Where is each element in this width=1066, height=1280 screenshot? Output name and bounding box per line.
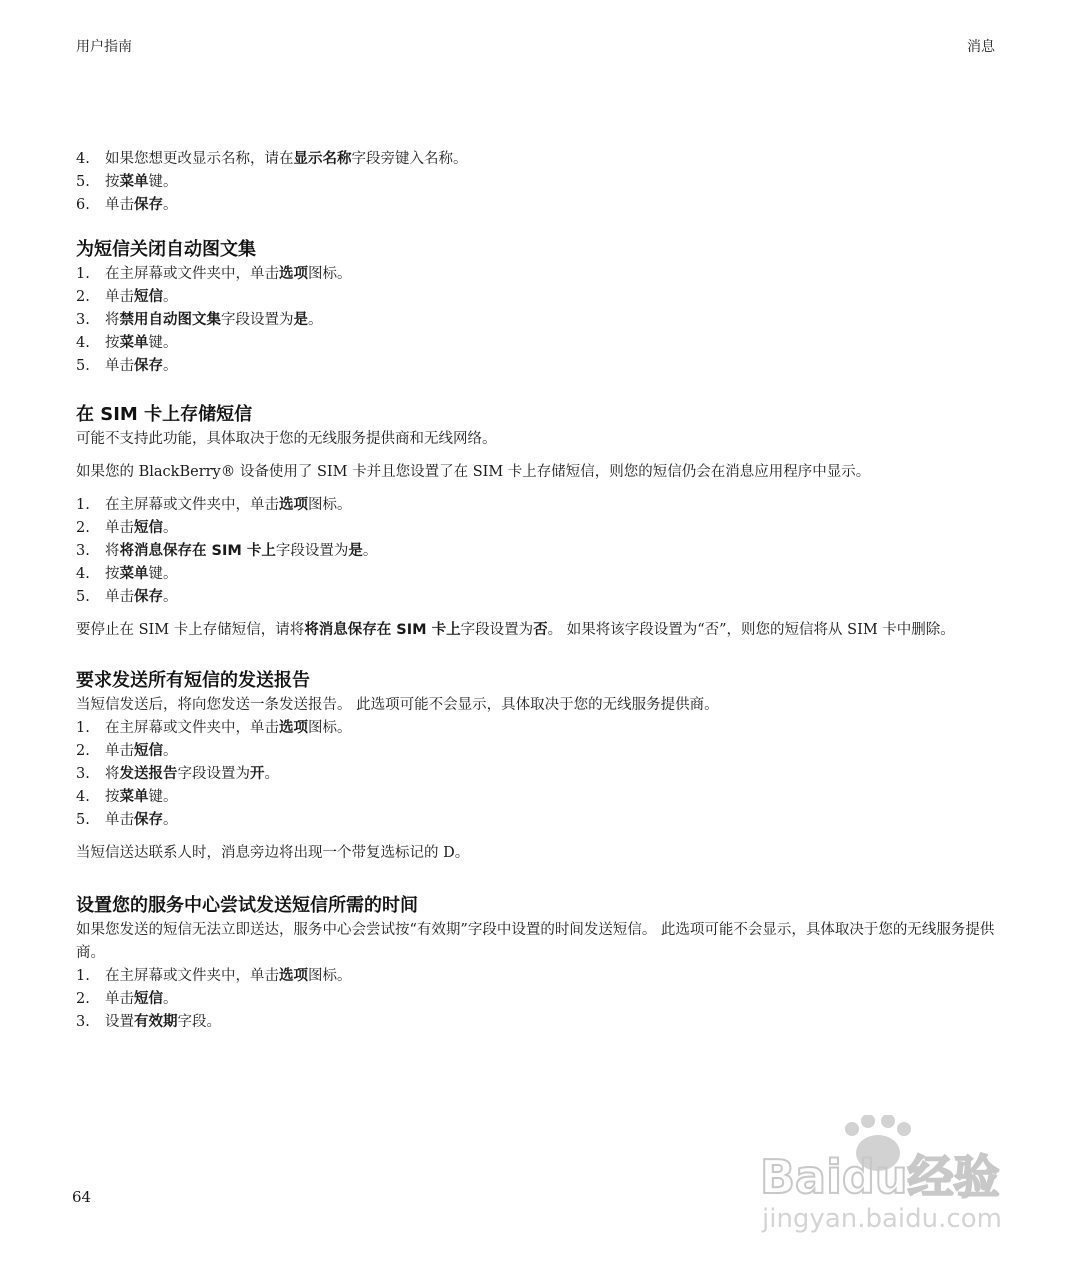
text-run: 单击 — [105, 197, 134, 213]
paragraph — [76, 694, 996, 717]
steps-list — [76, 965, 996, 1034]
paragraph — [76, 428, 996, 451]
text-run: 按 — [105, 335, 120, 351]
step-number: 4. — [76, 335, 90, 351]
bold-term: 短信 — [134, 991, 163, 1007]
bold-term: 是 — [348, 543, 363, 559]
text-run: 将 — [105, 312, 120, 328]
step-number: 4. — [76, 151, 90, 167]
text-run: 设置 — [105, 1014, 134, 1030]
text-run: 按 — [105, 174, 120, 190]
text-run: 键。 — [148, 174, 178, 190]
list-item — [76, 194, 996, 217]
text-run: 字段旁键入名称。 — [351, 151, 468, 167]
text-run: 将 — [105, 543, 120, 559]
bold-term: 将消息保存在 SIM 卡上 — [304, 622, 461, 638]
text-run: 单击 — [105, 289, 134, 305]
bold-term: 保存 — [134, 812, 163, 828]
list-item — [76, 717, 996, 740]
list-item — [76, 148, 996, 171]
bold-term: 禁用自动图文集 — [119, 312, 221, 328]
text-run: 图标。 — [308, 266, 352, 282]
step-number: 5. — [76, 589, 90, 605]
bold-term: 保存 — [134, 589, 163, 605]
section-title: 设置您的服务中心尝试发送短信所需的时间 — [76, 895, 418, 916]
text-run: 。 — [264, 766, 279, 782]
text-run: 。 — [163, 289, 178, 305]
step-number: 6. — [76, 197, 90, 213]
section-note — [76, 842, 996, 865]
step-number: 2. — [76, 743, 90, 759]
step-number: 4. — [76, 789, 90, 805]
text-run: 。 — [163, 812, 178, 828]
text-run: 单击 — [105, 991, 134, 1007]
text-run: 键。 — [148, 789, 178, 805]
section-intro — [76, 428, 996, 484]
text-run: 。 — [163, 520, 178, 536]
text-run: 当短信送达联系人时，消息旁边将出现一个带复选标记的 D。 — [76, 845, 470, 861]
steps-list — [76, 717, 996, 832]
bold-term: 短信 — [134, 520, 163, 536]
text-run: 在主屏幕或文件夹中，单击 — [105, 266, 279, 282]
text-run: 图标。 — [308, 968, 352, 984]
text-run: 在主屏幕或文件夹中，单击 — [105, 720, 279, 736]
step-number: 3. — [76, 543, 90, 559]
text-run: 在主屏幕或文件夹中，单击 — [105, 497, 279, 513]
list-item — [76, 586, 996, 609]
step-number: 1. — [76, 720, 90, 736]
text-run: 图标。 — [308, 720, 352, 736]
bold-term: 选项 — [279, 266, 308, 282]
section — [76, 668, 996, 865]
section — [76, 402, 996, 642]
page-number: 64 — [72, 1188, 92, 1206]
list-item — [76, 988, 996, 1011]
list-item — [76, 332, 996, 355]
text-run: 可能不支持此功能，具体取决于您的无线服务提供商和无线网络。 — [76, 431, 497, 447]
section-note — [76, 619, 996, 642]
list-item — [76, 355, 996, 378]
list-item — [76, 563, 996, 586]
bold-term: 将消息保存在 SIM 卡上 — [119, 543, 276, 559]
text-run: 单击 — [105, 358, 134, 374]
text-run: 字段设置为 — [221, 312, 294, 328]
step-number: 1. — [76, 497, 90, 513]
header-left: 用户指南 — [76, 39, 132, 55]
list-item — [76, 965, 996, 988]
step-number: 1. — [76, 968, 90, 984]
paragraph — [76, 919, 996, 965]
text-run: 按 — [105, 789, 120, 805]
list-item — [76, 740, 996, 763]
text-run: 在主屏幕或文件夹中，单击 — [105, 968, 279, 984]
document-body — [76, 148, 996, 1034]
text-run: 如果您的 BlackBerry® 设备使用了 SIM 卡并且您设置了在 SIM 卡上存储短信，则您的短信仍会在消息应用程序中显示。 — [76, 464, 871, 480]
step-number: 2. — [76, 520, 90, 536]
text-run: 如果您发送的短信无法立即送达，服务中心会尝试按“有效期”字段中设置的时间发送短信。 此选项可能不会显示，具体取决于您的无线服务提供商。 — [76, 922, 995, 961]
step-number: 2. — [76, 991, 90, 1007]
text-run: 键。 — [148, 566, 178, 582]
list-item — [76, 786, 996, 809]
bold-term: 菜单 — [119, 566, 149, 582]
section — [76, 893, 996, 1034]
watermark-url: jingyan.baidu.com — [762, 1204, 1002, 1234]
text-run: 。 — [163, 589, 178, 605]
bold-term: 菜单 — [119, 789, 149, 805]
bold-term: 选项 — [279, 720, 308, 736]
text-run: 单击 — [105, 743, 134, 759]
list-item — [76, 171, 996, 194]
steps-list — [76, 494, 996, 609]
bold-term: 显示名称 — [293, 151, 352, 167]
text-run: 如果您想更改显示名称，请在 — [105, 151, 294, 167]
bold-term: 菜单 — [119, 335, 149, 351]
text-run: 。 如果将该字段设置为“否”，则您的短信将从 SIM 卡中删除。 — [547, 622, 955, 638]
text-run: 要停止在 SIM 卡上存储短信，请将 — [76, 622, 305, 638]
step-number: 3. — [76, 1014, 90, 1030]
bold-term: 选项 — [279, 968, 308, 984]
list-item — [76, 1011, 996, 1034]
text-run: 字段。 — [177, 1014, 221, 1030]
text-run: 图标。 — [308, 497, 352, 513]
section-title: 要求发送所有短信的发送报告 — [76, 670, 310, 691]
list-item — [76, 494, 996, 517]
steps-list — [76, 148, 996, 217]
watermark-brand: Baidu经验 — [760, 1150, 1000, 1204]
list-item — [76, 763, 996, 786]
text-run: 单击 — [105, 520, 134, 536]
text-run: 按 — [105, 566, 120, 582]
bold-term: 菜单 — [119, 174, 149, 190]
text-run: 。 — [163, 743, 178, 759]
bold-term: 短信 — [134, 289, 163, 305]
step-number: 5. — [76, 358, 90, 374]
text-run: 。 — [163, 197, 178, 213]
text-run: 。 — [308, 312, 323, 328]
text-run: 。 — [362, 543, 378, 559]
text-run: 当短信发送后，将向您发送一条发送报告。 此选项可能不会显示，具体取决于您的无线服务提供商。 — [76, 697, 719, 713]
bold-term: 选项 — [279, 497, 308, 513]
step-number: 5. — [76, 812, 90, 828]
steps-list — [76, 263, 996, 378]
list-item — [76, 517, 996, 540]
list-item — [76, 263, 996, 286]
text-run: 。 — [163, 358, 178, 374]
step-number: 4. — [76, 566, 90, 582]
list-item — [76, 540, 996, 563]
bold-term: 是 — [293, 312, 308, 328]
section-title: 为短信关闭自动图文集 — [76, 239, 256, 260]
baidu-jingyan-watermark — [760, 1115, 1010, 1235]
bold-term: 有效期 — [134, 1014, 178, 1030]
bold-term: 保存 — [134, 197, 163, 213]
section — [76, 237, 996, 378]
step-number: 3. — [76, 766, 90, 782]
text-run: 。 — [163, 991, 178, 1007]
text-run: 键。 — [148, 335, 178, 351]
text-run: 字段设置为 — [460, 622, 534, 638]
step-number: 3. — [76, 312, 90, 328]
paragraph — [76, 461, 996, 484]
paragraph — [76, 842, 996, 865]
step-number: 5. — [76, 174, 90, 190]
text-run: 字段设置为 — [275, 543, 349, 559]
list-item — [76, 309, 996, 332]
bold-term: 开 — [250, 766, 265, 782]
bold-term: 短信 — [134, 743, 163, 759]
intro-steps — [76, 148, 996, 217]
text-run: 字段设置为 — [177, 766, 250, 782]
paragraph — [76, 619, 996, 642]
step-number: 2. — [76, 289, 90, 305]
section-title: 在 SIM 卡上存储短信 — [76, 404, 253, 425]
text-run: 将 — [105, 766, 120, 782]
section-intro — [76, 694, 996, 717]
bold-term: 发送报告 — [119, 766, 178, 782]
bold-term: 否 — [533, 622, 548, 638]
step-number: 1. — [76, 266, 90, 282]
list-item — [76, 809, 996, 832]
section-intro — [76, 919, 996, 965]
list-item — [76, 286, 996, 309]
text-run: 单击 — [105, 812, 134, 828]
bold-term: 保存 — [134, 358, 163, 374]
text-run: 单击 — [105, 589, 134, 605]
header-right: 消息 — [967, 39, 995, 55]
